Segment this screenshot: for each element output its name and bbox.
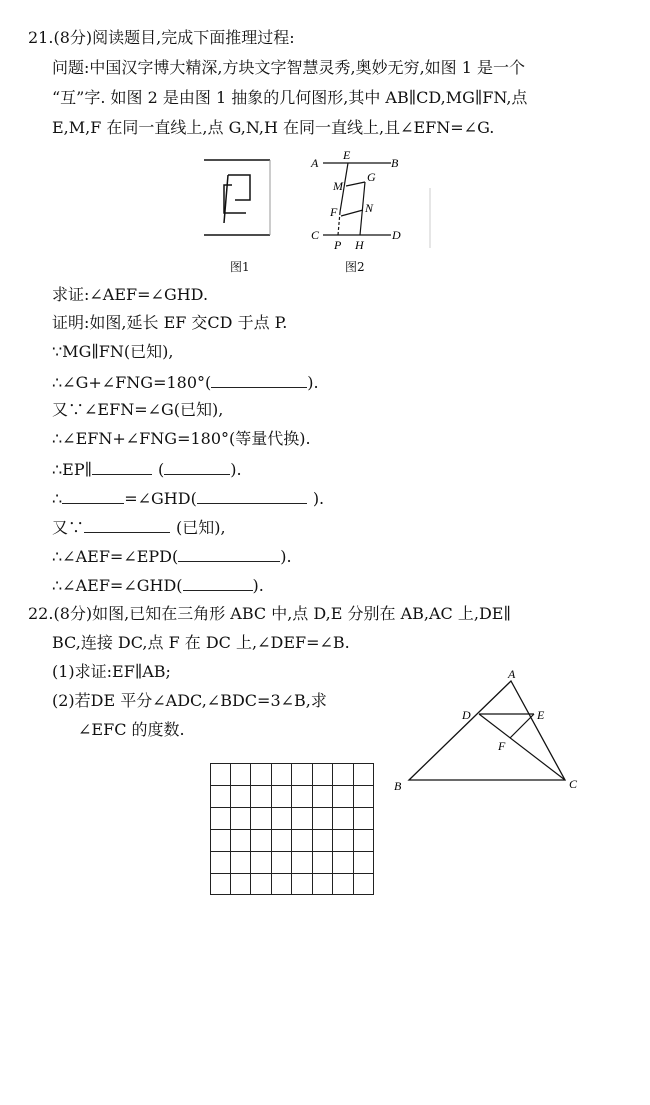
- q21-step-1: ∵MG∥FN(已知),: [52, 342, 174, 361]
- fig2-label-m: M: [333, 179, 343, 193]
- triangle-label-b: B: [394, 779, 402, 793]
- triangle-label-f: F: [498, 739, 506, 753]
- q21-problem-line2: “互”字. 如图 2 是由图 1 抽象的几何图形,其中 AB∥CD,MG∥FN,点: [52, 88, 528, 107]
- answer-blank-step8[interactable]: [178, 545, 280, 562]
- fig2-label-p: P: [334, 238, 342, 252]
- q21-proof-intro: 证明:如图,延长 EF 交CD 于点 P.: [52, 313, 288, 332]
- fig2-label-c: C: [311, 228, 320, 242]
- q21-step-2: ∴∠G+∠FNG=180°( ).: [52, 373, 319, 392]
- triangle-label-c: C: [569, 777, 578, 791]
- answer-blank-step5b[interactable]: [164, 458, 230, 475]
- q21-problem-line1: 问题:中国汉字博大精深,方块文字智慧灵秀,奥妙无穷,如图 1 是一个: [52, 58, 526, 77]
- figure-2-geometry: [305, 148, 435, 258]
- fig2-label-f: F: [330, 205, 338, 219]
- q21-step-3: 又∵∠EFN=∠G(已知),: [52, 400, 224, 419]
- fig2-label-e: E: [343, 148, 351, 162]
- fig2-label-a: A: [311, 156, 319, 170]
- fig2-label-d: D: [392, 228, 401, 242]
- q21-problem-line3: E,M,F 在同一直线上,点 G,N,H 在同一直线上,且∠EFN=∠G.: [52, 118, 495, 137]
- q22-part1: (1)求证:EF∥AB;: [52, 662, 171, 681]
- fig2-label-g: G: [367, 170, 376, 184]
- q22-header: 22.(8分)如图,已知在三角形 ABC 中,点 D,E 分别在 AB,AC 上,DE∥: [28, 604, 511, 623]
- answer-grid[interactable]: [210, 763, 374, 895]
- triangle-label-a: A: [508, 667, 516, 681]
- q21-header: 21.(8分)阅读题目,完成下面推理过程:: [28, 28, 295, 47]
- answer-blank-step7[interactable]: [84, 516, 170, 533]
- fig2-label-b: B: [391, 156, 399, 170]
- q21-step-8: ∴∠AEF=∠EPD( ).: [52, 547, 292, 566]
- figure-1-caption: 图1: [230, 260, 250, 274]
- q22-line2: BC,连接 DC,点 F 在 DC 上,∠DEF=∠B.: [52, 633, 350, 652]
- answer-blank-step6a[interactable]: [62, 487, 124, 504]
- q21-step-4: ∴∠EFN+∠FNG=180°(等量代换).: [52, 429, 311, 448]
- answer-blank-step2[interactable]: [211, 371, 307, 388]
- answer-blank-step9[interactable]: [183, 574, 253, 591]
- q21-step-7: 又∵ (已知),: [52, 518, 226, 537]
- answer-blank-step6b[interactable]: [197, 487, 307, 504]
- answer-blank-step5a[interactable]: [92, 458, 152, 475]
- q21-step-9: ∴∠AEF=∠GHD( ).: [52, 576, 264, 595]
- q21-step-5: ∴EP∥ ( ).: [52, 460, 242, 479]
- fig2-label-h: H: [355, 238, 364, 252]
- figure-1-hu-character: [200, 155, 280, 245]
- q22-part2-line1: (2)若DE 平分∠ADC,∠BDC=3∠B,求: [52, 691, 327, 710]
- q21-step-6: ∴ =∠GHD( ).: [52, 489, 325, 508]
- q21-prove-statement: 求证:∠AEF=∠GHD.: [52, 285, 209, 304]
- triangle-abc-figure: [388, 665, 588, 800]
- triangle-label-d: D: [462, 708, 471, 722]
- triangle-label-e: E: [537, 708, 545, 722]
- figure-2-caption: 图2: [345, 260, 365, 274]
- q22-part2-line2: ∠EFC 的度数.: [78, 720, 185, 739]
- fig2-label-n: N: [365, 201, 374, 215]
